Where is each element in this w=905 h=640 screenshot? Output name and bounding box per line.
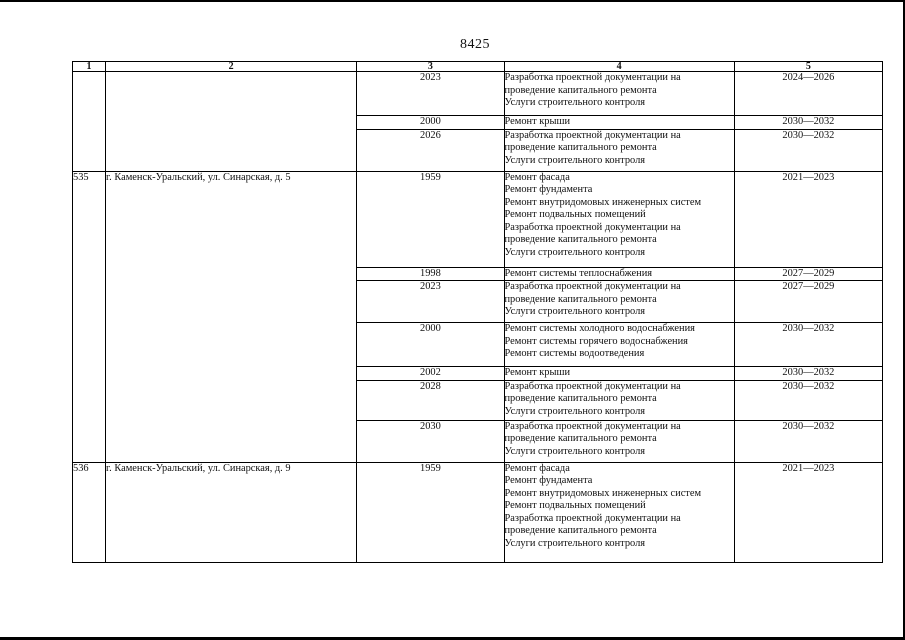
work-item: Разработка проектной документации на [504, 72, 681, 83]
work-item: Ремонт внутридомовых инженерных систем [504, 196, 702, 208]
year-cell: 2028 [357, 380, 504, 420]
entry-number-cell: 536 [73, 462, 106, 562]
entry-number-cell: 535 [73, 171, 106, 462]
work-item: Ремонт крыши [504, 116, 571, 127]
work-item: проведение капитального ремонта [504, 293, 657, 305]
table-row [73, 171, 883, 267]
work-item: Ремонт подвальных помещений [504, 209, 646, 220]
work-item: Ремонт крыши [504, 367, 571, 378]
repair-schedule-table [72, 61, 883, 563]
period-cell: 2030—2032 [734, 116, 882, 130]
year-cell: 2023 [357, 72, 504, 116]
column-header: 5 [734, 62, 882, 72]
period-cell: 2027—2029 [734, 267, 882, 281]
work-item: Ремонт подвальных помещений [504, 500, 646, 511]
work-item: Ремонт системы водоотведения [504, 348, 645, 359]
year-cell: 2000 [357, 323, 504, 367]
work-item: проведение капитального ремонта [504, 393, 657, 404]
period-cell: 2030—2032 [734, 323, 882, 367]
works-cell [504, 462, 734, 562]
works-cell [504, 323, 734, 367]
works-cell [504, 116, 734, 130]
column-header: 1 [73, 62, 106, 72]
column-header: 3 [357, 62, 504, 72]
year-cell: 2023 [357, 281, 504, 323]
work-item: Разработка проектной документации на [504, 221, 681, 233]
work-item: Услуги строительного контроля [504, 445, 646, 457]
year-cell: 1998 [357, 267, 504, 281]
work-item: Разработка проектной документации на [504, 281, 681, 292]
column-header: 2 [106, 62, 357, 72]
work-item: проведение капитального ремонта [504, 142, 657, 153]
scan-border-top [0, 0, 905, 2]
address-cell: г. Каменск-Уральский, ул. Синарская, д. 9 [106, 462, 357, 562]
year-cell: 2030 [357, 420, 504, 462]
works-cell [504, 380, 734, 420]
year-cell: 2002 [357, 367, 504, 381]
works-cell [504, 129, 734, 171]
work-item: проведение капитального ремонта [504, 525, 657, 536]
period-cell: 2027—2029 [734, 281, 882, 323]
page-number: 8425 [460, 37, 490, 52]
work-item: Ремонт фасада [504, 171, 570, 183]
column-header: 4 [504, 62, 734, 72]
work-item: Разработка проектной документации на [504, 380, 681, 392]
year-cell: 2026 [357, 129, 504, 171]
work-item: Ремонт фасада [504, 462, 570, 474]
work-item: Услуги строительного контроля [504, 97, 646, 108]
work-item: проведение капитального ремонта [504, 433, 657, 444]
table-row [73, 72, 883, 116]
work-item: Ремонт системы теплоснабжения [504, 267, 653, 279]
work-item: Услуги строительного контроля [504, 246, 646, 258]
period-cell: 2021—2023 [734, 171, 882, 267]
period-cell: 2030—2032 [734, 129, 882, 171]
column-number-row [73, 62, 883, 72]
year-cell: 1959 [357, 462, 504, 562]
work-item: Услуги строительного контроля [504, 154, 646, 166]
year-cell: 1959 [357, 171, 504, 267]
work-item: Услуги строительного контроля [504, 405, 646, 417]
work-item: Разработка проектной документации на [504, 420, 681, 432]
table-row [73, 462, 883, 562]
work-item: проведение капитального ремонта [504, 84, 657, 96]
work-item: Услуги строительного контроля [504, 306, 646, 317]
work-item: Ремонт системы горячего водоснабжения [504, 335, 688, 347]
works-cell [504, 72, 734, 116]
work-item: проведение капитального ремонта [504, 234, 657, 245]
work-item: Ремонт внутридомовых инженерных систем [504, 487, 702, 499]
period-cell: 2030—2032 [734, 420, 882, 462]
entry-number-cell [73, 72, 106, 172]
work-item: Услуги строительного контроля [504, 537, 646, 549]
works-cell [504, 420, 734, 462]
address-cell [106, 72, 357, 172]
period-cell: 2030—2032 [734, 367, 882, 381]
work-item: Разработка проектной документации на [504, 129, 681, 141]
work-item: Ремонт системы холодного водоснабжения [504, 323, 695, 334]
work-item: Ремонт фундамента [504, 184, 593, 195]
work-item: Разработка проектной документации на [504, 512, 681, 524]
address-cell: г. Каменск-Уральский, ул. Синарская, д. 5 [106, 171, 357, 462]
year-cell: 2000 [357, 116, 504, 130]
works-cell [504, 171, 734, 267]
period-cell: 2021—2023 [734, 462, 882, 562]
works-cell [504, 281, 734, 323]
works-cell [504, 267, 734, 281]
works-cell [504, 367, 734, 381]
work-item: Ремонт фундамента [504, 475, 593, 486]
period-cell: 2030—2032 [734, 380, 882, 420]
period-cell: 2024—2026 [734, 72, 882, 116]
